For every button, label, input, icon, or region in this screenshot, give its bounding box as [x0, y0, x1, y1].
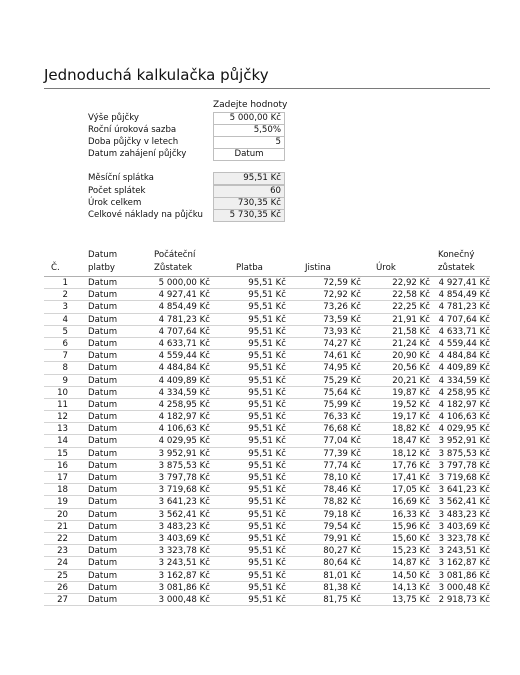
- header-date-bottom: platby: [88, 263, 116, 273]
- interest-amount-cell: 19,87 Kč: [392, 387, 430, 398]
- row-number-cell: 27: [57, 594, 68, 605]
- starting-balance-cell: 3 641,23 Kč: [158, 497, 210, 508]
- total-cost-value: 5 730,35 Kč: [213, 209, 285, 222]
- row-number-cell: 20: [57, 509, 68, 520]
- interest-amount-cell: 13,75 Kč: [392, 594, 430, 605]
- header-principal: Jistina: [305, 263, 331, 273]
- payment-date-cell: Datum: [88, 387, 118, 398]
- principal-amount-cell: 78,46 Kč: [323, 485, 361, 496]
- table-row: [0, 472, 520, 484]
- payment-amount-cell: 95,51 Kč: [248, 314, 286, 325]
- table-row: [0, 521, 520, 533]
- starting-balance-cell: 3 243,51 Kč: [158, 558, 210, 569]
- table-row: [0, 314, 520, 326]
- row-number-cell: 23: [57, 546, 68, 557]
- header-end-top: Konečný: [438, 250, 475, 260]
- ending-balance-cell: 4 781,23 Kč: [438, 302, 490, 313]
- interest-amount-cell: 21,58 Kč: [392, 326, 430, 337]
- row-number-cell: 11: [57, 399, 68, 410]
- starting-balance-cell: 3 562,41 Kč: [158, 509, 210, 520]
- table-row: [0, 326, 520, 338]
- interest-amount-cell: 22,25 Kč: [392, 302, 430, 313]
- row-number-cell: 17: [57, 473, 68, 483]
- interest-amount-cell: 14,50 Kč: [392, 570, 430, 581]
- starting-balance-cell: 4 633,71 Kč: [158, 338, 210, 349]
- starting-balance-cell: 3 952,91 Kč: [158, 448, 210, 459]
- row-number-cell: 2: [62, 290, 68, 301]
- payment-amount-cell: 95,51 Kč: [248, 424, 286, 435]
- payment-amount-cell: 95,51 Kč: [248, 436, 286, 447]
- header-end-bottom: zůstatek: [438, 263, 475, 273]
- row-number-cell: 18: [57, 485, 68, 496]
- table-row: [0, 411, 520, 423]
- principal-amount-cell: 73,93 Kč: [323, 326, 361, 337]
- row-number-cell: 22: [57, 533, 68, 544]
- starting-balance-cell: 4 781,23 Kč: [158, 314, 210, 325]
- payment-date-cell: Datum: [88, 460, 118, 471]
- ending-balance-cell: 4 854,49 Kč: [438, 290, 490, 301]
- ending-balance-cell: 4 633,71 Kč: [438, 326, 490, 337]
- ending-balance-cell: 3 483,23 Kč: [438, 509, 490, 520]
- table-row: [0, 484, 520, 496]
- ending-balance-cell: 3 323,78 Kč: [438, 533, 490, 544]
- starting-balance-cell: 4 182,97 Kč: [158, 412, 210, 423]
- starting-balance-cell: 3 875,53 Kč: [158, 460, 210, 471]
- starting-balance-cell: 3 483,23 Kč: [158, 521, 210, 532]
- interest-amount-cell: 20,21 Kč: [392, 375, 430, 386]
- table-row: [0, 387, 520, 399]
- total-interest-value: 730,35 Kč: [213, 197, 285, 210]
- page-title: Jednoduchá kalkulačka půjčky: [44, 66, 269, 84]
- header-number: Č.: [51, 263, 60, 273]
- payment-date-cell: Datum: [88, 278, 118, 288]
- principal-amount-cell: 78,82 Kč: [323, 497, 361, 508]
- ending-balance-cell: 2 918,73 Kč: [438, 594, 490, 605]
- interest-amount-cell: 19,52 Kč: [392, 399, 430, 410]
- interest-amount-cell: 20,90 Kč: [392, 351, 430, 362]
- ending-balance-cell: 4 409,89 Kč: [438, 363, 490, 374]
- payment-date-cell: Datum: [88, 338, 118, 349]
- payment-amount-cell: 95,51 Kč: [248, 448, 286, 459]
- table-row: [0, 301, 520, 313]
- ending-balance-cell: 4 258,95 Kč: [438, 387, 490, 398]
- row-number-cell: 15: [57, 448, 68, 459]
- interest-amount-cell: 18,47 Kč: [392, 436, 430, 447]
- payment-amount-cell: 95,51 Kč: [248, 326, 286, 337]
- principal-amount-cell: 77,39 Kč: [323, 448, 361, 459]
- payment-amount-cell: 95,51 Kč: [248, 497, 286, 508]
- principal-amount-cell: 75,99 Kč: [323, 399, 361, 410]
- payment-date-cell: Datum: [88, 448, 118, 459]
- principal-amount-cell: 79,54 Kč: [323, 521, 361, 532]
- row-number-cell: 13: [57, 424, 68, 435]
- payment-date-cell: Datum: [88, 485, 118, 496]
- starting-balance-cell: 4 258,95 Kč: [158, 399, 210, 410]
- starting-balance-cell: 4 409,89 Kč: [158, 375, 210, 386]
- row-number-cell: 26: [57, 582, 68, 593]
- payment-amount-cell: 95,51 Kč: [248, 338, 286, 349]
- principal-amount-cell: 81,75 Kč: [323, 594, 361, 605]
- principal-amount-cell: 72,59 Kč: [323, 278, 361, 288]
- ending-balance-cell: 4 559,44 Kč: [438, 338, 490, 349]
- payment-amount-cell: 95,51 Kč: [248, 351, 286, 362]
- table-row: [0, 496, 520, 508]
- ending-balance-cell: 4 334,59 Kč: [438, 375, 490, 386]
- inputs-header: Zadejte hodnoty: [213, 100, 288, 110]
- ending-balance-cell: 4 707,64 Kč: [438, 314, 490, 325]
- interest-amount-cell: 16,33 Kč: [392, 509, 430, 520]
- payment-date-cell: Datum: [88, 302, 118, 313]
- starting-balance-cell: 4 029,95 Kč: [158, 436, 210, 447]
- starting-balance-cell: 4 484,84 Kč: [158, 363, 210, 374]
- row-number-cell: 21: [57, 521, 68, 532]
- table-row: [0, 338, 520, 350]
- payment-date-cell: Datum: [88, 558, 118, 569]
- table-row: [0, 545, 520, 557]
- payment-date-cell: Datum: [88, 351, 118, 362]
- ending-balance-cell: 4 029,95 Kč: [438, 424, 490, 435]
- interest-amount-cell: 22,92 Kč: [392, 278, 430, 288]
- row-number-cell: 8: [62, 363, 68, 374]
- interest-rate-field[interactable]: 5,50%: [213, 124, 285, 137]
- ending-balance-cell: 3 081,86 Kč: [438, 570, 490, 581]
- loan-term-label: Doba půjčky v letech: [88, 137, 179, 147]
- payment-amount-cell: 95,51 Kč: [248, 521, 286, 532]
- payment-date-cell: Datum: [88, 497, 118, 508]
- principal-amount-cell: 79,91 Kč: [323, 533, 361, 544]
- amortization-table: [0, 277, 520, 606]
- ending-balance-cell: 4 927,41 Kč: [438, 278, 490, 288]
- monthly-payment-value: 95,51 Kč: [213, 172, 285, 185]
- header-start-top: Počáteční: [154, 250, 196, 260]
- payment-amount-cell: 95,51 Kč: [248, 412, 286, 423]
- principal-amount-cell: 76,68 Kč: [323, 424, 361, 435]
- table-row: [0, 570, 520, 582]
- principal-amount-cell: 76,33 Kč: [323, 412, 361, 423]
- payment-date-cell: Datum: [88, 546, 118, 557]
- payment-date-cell: Datum: [88, 290, 118, 301]
- starting-balance-cell: 4 559,44 Kč: [158, 351, 210, 362]
- principal-amount-cell: 81,01 Kč: [323, 570, 361, 581]
- header-start-bottom: Zůstatek: [154, 263, 193, 273]
- principal-amount-cell: 80,27 Kč: [323, 546, 361, 557]
- interest-amount-cell: 15,60 Kč: [392, 533, 430, 544]
- payment-amount-cell: 95,51 Kč: [248, 387, 286, 398]
- starting-balance-cell: 3 403,69 Kč: [158, 533, 210, 544]
- ending-balance-cell: 3 562,41 Kč: [438, 497, 490, 508]
- payment-date-cell: Datum: [88, 314, 118, 325]
- payment-amount-cell: 95,51 Kč: [248, 375, 286, 386]
- principal-amount-cell: 74,95 Kč: [323, 363, 361, 374]
- payment-date-cell: Datum: [88, 582, 118, 593]
- payment-amount-cell: 95,51 Kč: [248, 399, 286, 410]
- table-row: [0, 362, 520, 374]
- interest-amount-cell: 22,58 Kč: [392, 290, 430, 301]
- interest-amount-cell: 14,13 Kč: [392, 582, 430, 593]
- table-row: [0, 435, 520, 447]
- loan-term-field[interactable]: 5: [213, 136, 285, 149]
- table-row: [0, 375, 520, 387]
- row-number-cell: 4: [62, 314, 68, 325]
- payment-date-cell: Datum: [88, 326, 118, 337]
- payment-amount-cell: 95,51 Kč: [248, 302, 286, 313]
- payment-date-cell: Datum: [88, 521, 118, 532]
- payment-date-cell: Datum: [88, 570, 118, 581]
- payment-amount-cell: 95,51 Kč: [248, 558, 286, 569]
- table-row: [0, 594, 520, 606]
- table-row: [0, 460, 520, 472]
- table-row: [0, 448, 520, 460]
- monthly-payment-label: Měsíční splátka: [88, 173, 154, 183]
- principal-amount-cell: 75,29 Kč: [323, 375, 361, 386]
- ending-balance-cell: 4 182,97 Kč: [438, 399, 490, 410]
- table-row: [0, 350, 520, 362]
- payment-date-cell: Datum: [88, 363, 118, 374]
- interest-amount-cell: 21,91 Kč: [392, 314, 430, 325]
- loan-amount-field[interactable]: 5 000,00 Kč: [213, 112, 285, 125]
- starting-balance-cell: 3 081,86 Kč: [158, 582, 210, 593]
- ending-balance-cell: 3 403,69 Kč: [438, 521, 490, 532]
- payment-amount-cell: 95,51 Kč: [248, 594, 286, 605]
- header-interest: Úrok: [376, 263, 396, 273]
- interest-amount-cell: 17,41 Kč: [392, 473, 430, 483]
- total-cost-label: Celkové náklady na půjčku: [88, 210, 203, 220]
- payment-amount-cell: 95,51 Kč: [248, 582, 286, 593]
- row-number-cell: 3: [62, 302, 68, 313]
- interest-amount-cell: 17,76 Kč: [392, 460, 430, 471]
- starting-balance-cell: 4 854,49 Kč: [158, 302, 210, 313]
- interest-amount-cell: 14,87 Kč: [392, 558, 430, 569]
- payment-date-cell: Datum: [88, 436, 118, 447]
- ending-balance-cell: 3 162,87 Kč: [438, 558, 490, 569]
- table-row: [0, 289, 520, 301]
- ending-balance-cell: 3 952,91 Kč: [438, 436, 490, 447]
- row-number-cell: 14: [57, 436, 68, 447]
- payment-date-cell: Datum: [88, 424, 118, 435]
- starting-balance-cell: 3 323,78 Kč: [158, 546, 210, 557]
- starting-balance-cell: 5 000,00 Kč: [158, 278, 210, 288]
- row-number-cell: 7: [62, 351, 68, 362]
- start-date-field[interactable]: Datum: [213, 148, 285, 161]
- interest-amount-cell: 15,23 Kč: [392, 546, 430, 557]
- payment-date-cell: Datum: [88, 533, 118, 544]
- payment-count-value: 60: [213, 185, 285, 198]
- total-interest-label: Úrok celkem: [88, 198, 142, 208]
- interest-amount-cell: 18,12 Kč: [392, 448, 430, 459]
- ending-balance-cell: 3 797,78 Kč: [438, 460, 490, 471]
- interest-amount-cell: 16,69 Kč: [392, 497, 430, 508]
- principal-amount-cell: 72,92 Kč: [323, 290, 361, 301]
- ending-balance-cell: 4 484,84 Kč: [438, 351, 490, 362]
- starting-balance-cell: 4 334,59 Kč: [158, 387, 210, 398]
- table-row: [0, 423, 520, 435]
- starting-balance-cell: 3 162,87 Kč: [158, 570, 210, 581]
- payment-amount-cell: 95,51 Kč: [248, 533, 286, 544]
- interest-amount-cell: 19,17 Kč: [392, 412, 430, 423]
- start-date-label: Datum zahájení půjčky: [88, 149, 187, 159]
- row-number-cell: 16: [57, 460, 68, 471]
- payment-amount-cell: 95,51 Kč: [248, 363, 286, 374]
- row-number-cell: 6: [62, 338, 68, 349]
- principal-amount-cell: 81,38 Kč: [323, 582, 361, 593]
- payment-amount-cell: 95,51 Kč: [248, 485, 286, 496]
- starting-balance-cell: 3 000,48 Kč: [158, 594, 210, 605]
- title-divider: [44, 88, 490, 89]
- payment-date-cell: Datum: [88, 509, 118, 520]
- interest-amount-cell: 20,56 Kč: [392, 363, 430, 374]
- table-row: [0, 277, 520, 289]
- principal-amount-cell: 78,10 Kč: [323, 473, 361, 483]
- ending-balance-cell: 3 875,53 Kč: [438, 448, 490, 459]
- row-number-cell: 24: [57, 558, 68, 569]
- row-number-cell: 9: [62, 375, 68, 386]
- payment-amount-cell: 95,51 Kč: [248, 570, 286, 581]
- starting-balance-cell: 3 719,68 Kč: [158, 485, 210, 496]
- starting-balance-cell: 4 927,41 Kč: [158, 290, 210, 301]
- starting-balance-cell: 4 106,63 Kč: [158, 424, 210, 435]
- table-row: [0, 399, 520, 411]
- payment-amount-cell: 95,51 Kč: [248, 546, 286, 557]
- principal-amount-cell: 74,27 Kč: [323, 338, 361, 349]
- row-number-cell: 19: [57, 497, 68, 508]
- payment-amount-cell: 95,51 Kč: [248, 509, 286, 520]
- principal-amount-cell: 74,61 Kč: [323, 351, 361, 362]
- loan-amount-label: Výše půjčky: [88, 113, 139, 123]
- interest-amount-cell: 17,05 Kč: [392, 485, 430, 496]
- payment-amount-cell: 95,51 Kč: [248, 290, 286, 301]
- interest-amount-cell: 15,96 Kč: [392, 521, 430, 532]
- row-number-cell: 25: [57, 570, 68, 581]
- table-row: [0, 582, 520, 594]
- table-row: [0, 533, 520, 545]
- payment-date-cell: Datum: [88, 412, 118, 423]
- starting-balance-cell: 4 707,64 Kč: [158, 326, 210, 337]
- ending-balance-cell: 3 000,48 Kč: [438, 582, 490, 593]
- payment-date-cell: Datum: [88, 594, 118, 605]
- principal-amount-cell: 80,64 Kč: [323, 558, 361, 569]
- row-number-cell: 10: [57, 387, 68, 398]
- interest-amount-cell: 18,82 Kč: [392, 424, 430, 435]
- payment-date-cell: Datum: [88, 399, 118, 410]
- payment-date-cell: Datum: [88, 473, 118, 483]
- payment-amount-cell: 95,51 Kč: [248, 460, 286, 471]
- header-date-top: Datum: [88, 250, 118, 260]
- header-payment: Platba: [236, 263, 263, 273]
- row-number-cell: 1: [62, 278, 68, 288]
- table-row: [0, 557, 520, 569]
- ending-balance-cell: 4 106,63 Kč: [438, 412, 490, 423]
- principal-amount-cell: 73,26 Kč: [323, 302, 361, 313]
- interest-rate-label: Roční úroková sazba: [88, 125, 177, 135]
- row-number-cell: 5: [62, 326, 68, 337]
- principal-amount-cell: 77,74 Kč: [323, 460, 361, 471]
- payment-amount-cell: 95,51 Kč: [248, 473, 286, 483]
- principal-amount-cell: 73,59 Kč: [323, 314, 361, 325]
- table-row: [0, 509, 520, 521]
- principal-amount-cell: 79,18 Kč: [323, 509, 361, 520]
- interest-amount-cell: 21,24 Kč: [392, 338, 430, 349]
- principal-amount-cell: 77,04 Kč: [323, 436, 361, 447]
- payment-count-label: Počet splátek: [88, 186, 146, 196]
- principal-amount-cell: 75,64 Kč: [323, 387, 361, 398]
- payment-amount-cell: 95,51 Kč: [248, 278, 286, 288]
- payment-date-cell: Datum: [88, 375, 118, 386]
- starting-balance-cell: 3 797,78 Kč: [158, 473, 210, 483]
- ending-balance-cell: 3 243,51 Kč: [438, 546, 490, 557]
- ending-balance-cell: 3 719,68 Kč: [438, 473, 490, 483]
- row-number-cell: 12: [57, 412, 68, 423]
- ending-balance-cell: 3 641,23 Kč: [438, 485, 490, 496]
